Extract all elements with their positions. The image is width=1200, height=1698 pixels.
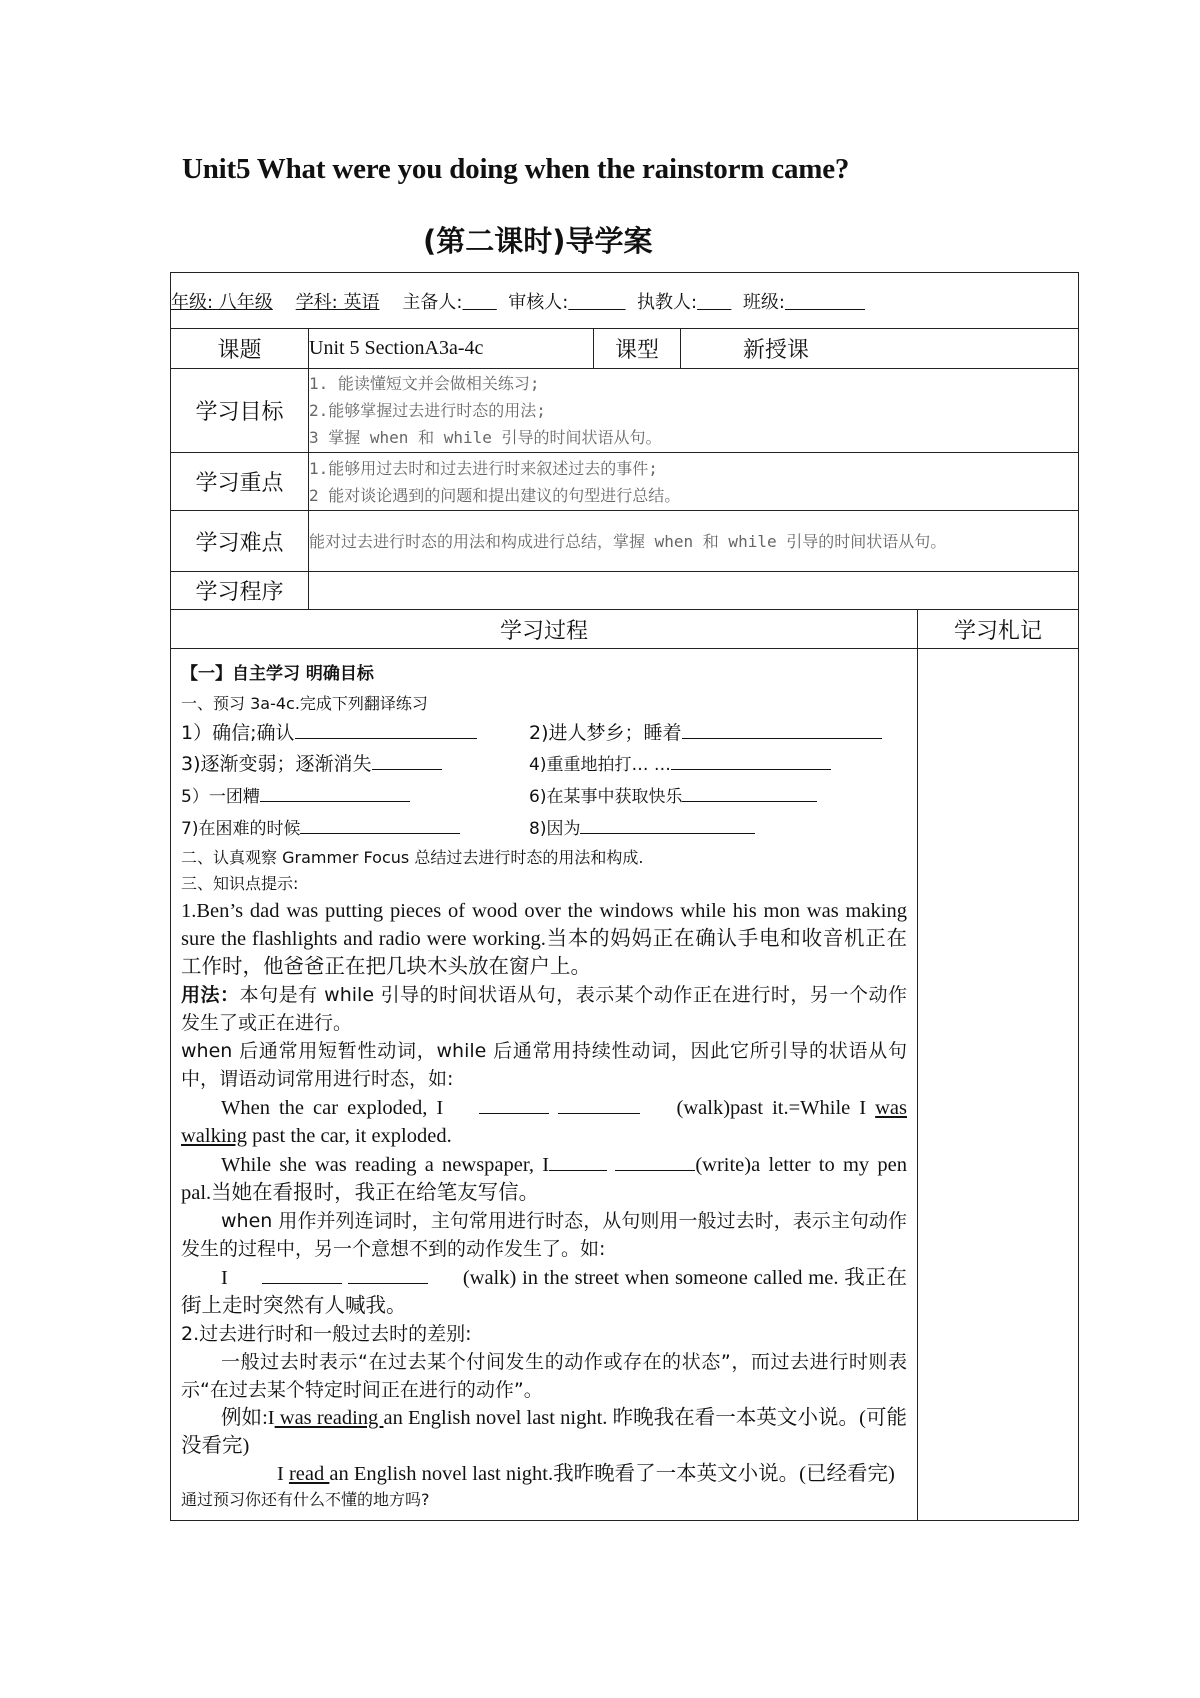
answer-blank[interactable]: [295, 718, 477, 739]
header-row: [171, 273, 1079, 329]
knowledge-point-2: 2.过去进行时和一般过去时的差别:: [181, 1323, 472, 1345]
exercise-item: 7)在困难的时候: [181, 819, 301, 839]
exercise-item: 3)逐渐变弱；逐渐消失: [181, 753, 372, 775]
usage-label: 用法：: [181, 984, 240, 1006]
answer-blank[interactable]: [300, 813, 460, 834]
closing-question: 通过预习你还有什么不懂的地方吗?: [181, 1490, 430, 1509]
answer-blank[interactable]: [580, 813, 755, 834]
type-value: 新授课: [681, 329, 1079, 369]
goals-label: 学习目标: [171, 369, 309, 453]
exercise-row: [181, 781, 907, 813]
exercise-row: [181, 718, 907, 749]
example-when-while: When the car exploded, I (walk)past it.=While I was walking past the car, it exploded.: [181, 1093, 907, 1150]
topic-label: 课题: [171, 329, 309, 369]
process-header-row: [171, 610, 1079, 649]
key-points-list: [309, 453, 1079, 511]
answer-blank[interactable]: [558, 1093, 640, 1114]
notes-column[interactable]: [918, 649, 1079, 1521]
section-title: 【一】自主学习 明确目标: [181, 664, 374, 684]
topic-row: [171, 329, 1079, 369]
process-content: [171, 649, 918, 1521]
subject-field: 学科: 英语: [295, 291, 380, 313]
exercise-item: 2)进人梦乡；睡着: [529, 722, 682, 744]
preparer-field: 主备人:: [402, 291, 463, 313]
procedure-label: 学习程序: [171, 572, 309, 610]
example-walk: I (walk) in the street when someone called me. 我正在街上走时突然有人喊我。: [181, 1263, 907, 1320]
example-past-continuous: 例如:I was reading an English novel last night. 昨晚我在看一本英文小说。(可能没看完): [181, 1407, 907, 1457]
preview-instruction: 一、预习 3a-4c.完成下列翻译练习: [181, 694, 428, 713]
exercise-item: 1）确信;确认: [181, 722, 295, 744]
goals-row: [171, 369, 1079, 453]
notes-label: 学习札记: [918, 610, 1079, 649]
key-points-row: [171, 453, 1079, 511]
answer-blank[interactable]: [372, 749, 442, 770]
key-point-item: 2 能对谈论遇到的问题和提出建议的句型进行总结。: [309, 485, 681, 505]
doc-title: Unit5 What were you doing when the rainstorm came?: [182, 153, 850, 185]
exercise-item: 5）一团糟: [181, 787, 260, 807]
answer-blank[interactable]: [262, 1263, 342, 1284]
goal-item: 1. 能读懂短文并会做相关练习;: [309, 374, 540, 393]
example-simple-past: I read an English novel last night.我昨晚看了一本英文小说。(已经看完): [277, 1463, 895, 1485]
exercise-row: [181, 813, 907, 845]
knowledge-point-1: 1.Ben’s dad was putting pieces of wood over the windows while his mon was making sure the flashlights and radio were working.当本的妈妈正在确认手电和收音机正在工作时，他爸爸正在把几块木头放在窗户上。: [181, 900, 907, 978]
observe-instruction: 二、认真观察 Grammer Focus 总结过去进行时态的用法和构成.: [181, 848, 644, 867]
teacher-field: 执教人:: [637, 291, 698, 313]
usage-text: 本句是有 while 引导的时间状语从句，表示某个动作正在进行时，另一个动作发生了或正在进行。: [181, 984, 907, 1034]
class-field: 班级:: [742, 291, 785, 313]
reviewer-field: 审核人:: [508, 291, 569, 313]
type-label: 课型: [594, 329, 681, 369]
difficulty-label: 学习难点: [171, 511, 309, 572]
answer-blank[interactable]: [671, 749, 831, 770]
exercise-item: 6)在某事中获取快乐: [529, 787, 683, 807]
answer-blank[interactable]: [348, 1263, 428, 1284]
answer-blank[interactable]: [549, 1150, 607, 1171]
answer-blank[interactable]: [682, 781, 817, 802]
exercise-row: [181, 749, 907, 781]
procedure-row: [171, 572, 1079, 610]
process-body-row: [171, 649, 1079, 1521]
goals-list: [309, 369, 1079, 453]
key-point-item: 1.能够用过去时和过去进行时来叙述过去的事件;: [309, 458, 658, 478]
answer-blank[interactable]: [479, 1093, 549, 1114]
answer-blank[interactable]: [260, 781, 410, 802]
grade-field: 年级: 八年级: [171, 291, 273, 313]
topic-value: Unit 5 SectionA3a-4c: [309, 329, 594, 369]
answer-blank[interactable]: [682, 718, 882, 739]
key-points-label: 学习重点: [171, 453, 309, 511]
hint-heading: 三、知识点提示:: [181, 874, 299, 893]
answer-blank[interactable]: [615, 1150, 695, 1171]
when-conjunction-note: when 用作并列连词时，主句常用进行时态，从句则用一般过去时，表示主句动作发生的过程中，另一个意想不到的动作发生了。如:: [181, 1210, 907, 1260]
procedure-value: [309, 572, 1079, 610]
difficulty-row: [171, 511, 1079, 572]
tense-difference: 一般过去时表示“在过去某个付间发生的动作或存在的状态”，而过去进行时则表示“在过去某个特定时间正在进行的动作”。: [181, 1351, 907, 1401]
exercise-item: 8)因为: [529, 819, 581, 839]
goal-item: 3 掌握 when 和 while 引导的时间状语从句。: [309, 428, 662, 447]
difficulty-text: 能对过去进行时态的用法和构成进行总结，掌握 when 和 while 引导的时间状语从句。: [309, 511, 1079, 572]
process-label: 学习过程: [171, 610, 918, 649]
when-while-note: when 后通常用短暂性动词，while 后通常用持续性动词，因此它所引导的状语从句中，谓语动词常用进行时态，如:: [181, 1040, 907, 1090]
doc-subtitle: (第二课时)导学案: [423, 224, 653, 258]
goal-item: 2.能够掌握过去进行时态的用法;: [309, 401, 546, 420]
exercise-item: 4)重重地拍打… …: [529, 755, 671, 775]
lesson-plan-table: [170, 272, 1079, 1521]
usage-paragraph: [181, 981, 907, 1037]
example-while-reading: While she was reading a newspaper, I (write)a letter to my pen pal.当她在看报时，我正在给笔友写信。: [181, 1150, 907, 1207]
